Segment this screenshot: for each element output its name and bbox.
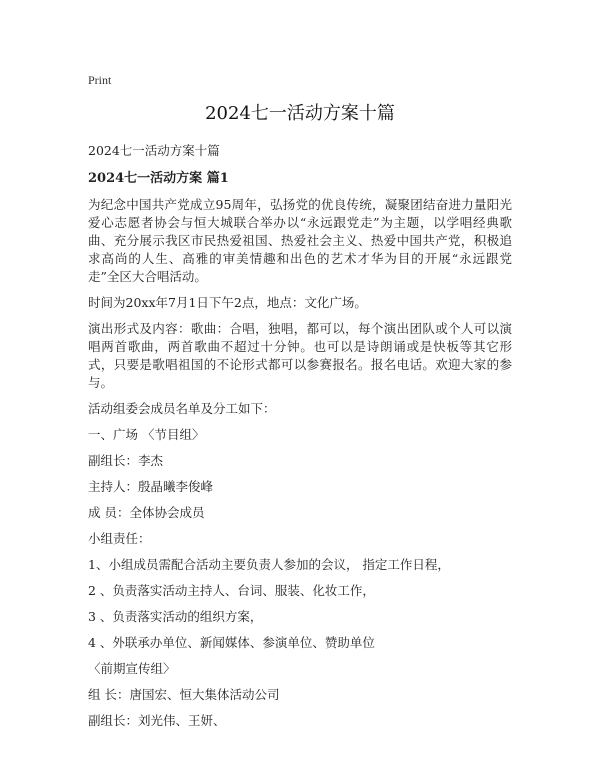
group-responsibility-heading: 小组责任： [88, 531, 151, 546]
time-location-paragraph: 时间为20xx年7月1日下午2点，地点：文化广场。 [88, 295, 367, 310]
section-heading: 2024七一活动方案 篇1 [88, 171, 229, 186]
publicity-group-heading: 〈前期宣传组〉 [88, 661, 176, 676]
responsibility-item-1: 1、小组成员需配合活动主要负责人参加的会议， 指定工作日程， [88, 557, 450, 572]
performance-form-paragraph: 演出形式及内容：歌曲：合唱，独唱，都可以，每个演出团队或个人可以演唱两首歌曲，两首歌曲不超过十分钟。也可以是诗朗诵或是快板等其它形式，只要是歌唱祖国的不论形式都可以参赛报名。报名电话。欢迎大家的参与。 [88, 321, 512, 390]
committee-list-heading: 活动组委会成员名单及分工如下： [88, 401, 276, 416]
members-line: 成 员：全体协会成员 [88, 505, 205, 520]
host-line: 主持人：殷晶曦李俊峰 [88, 479, 214, 494]
publicity-deputy-line: 副组长：刘光伟、王妍、 [88, 713, 226, 728]
intro-paragraph: 为纪念中国共产党成立95周年，弘扬党的优良传统，凝聚团结奋进力量阳光爱心志愿者协会与恒大城联合举办以“永远跟党走”为主题，以学唱经典歌曲、充分展示我区市民热爱祖国、热爱社会主义、热爱中国共产党，积极追求高尚的人生、高雅的审美情趣和出色的艺术才华为目的开展“永远跟党走”全区大合唱活动。 [88, 197, 512, 284]
program-group-heading: 一、广场 〈节目组〉 [88, 427, 205, 442]
document-title: 2024七一活动方案十篇 [205, 103, 395, 124]
document-subtitle: 2024七一活动方案十篇 [88, 143, 220, 158]
deputy-leader-line: 副组长：李杰 [88, 453, 164, 468]
print-label: Print [88, 73, 112, 87]
responsibility-item-2: 2 、负责落实活动主持人、台词、服装、化妆工作， [88, 583, 375, 598]
responsibility-item-3: 3 、负责落实活动的组织方案， [88, 609, 263, 624]
publicity-leader-line: 组 长：唐国宏、恒大集体活动公司 [88, 687, 280, 702]
responsibility-item-4: 4 、外联承办单位、新闻媒体、参演单位、赞助单位 [88, 635, 375, 650]
